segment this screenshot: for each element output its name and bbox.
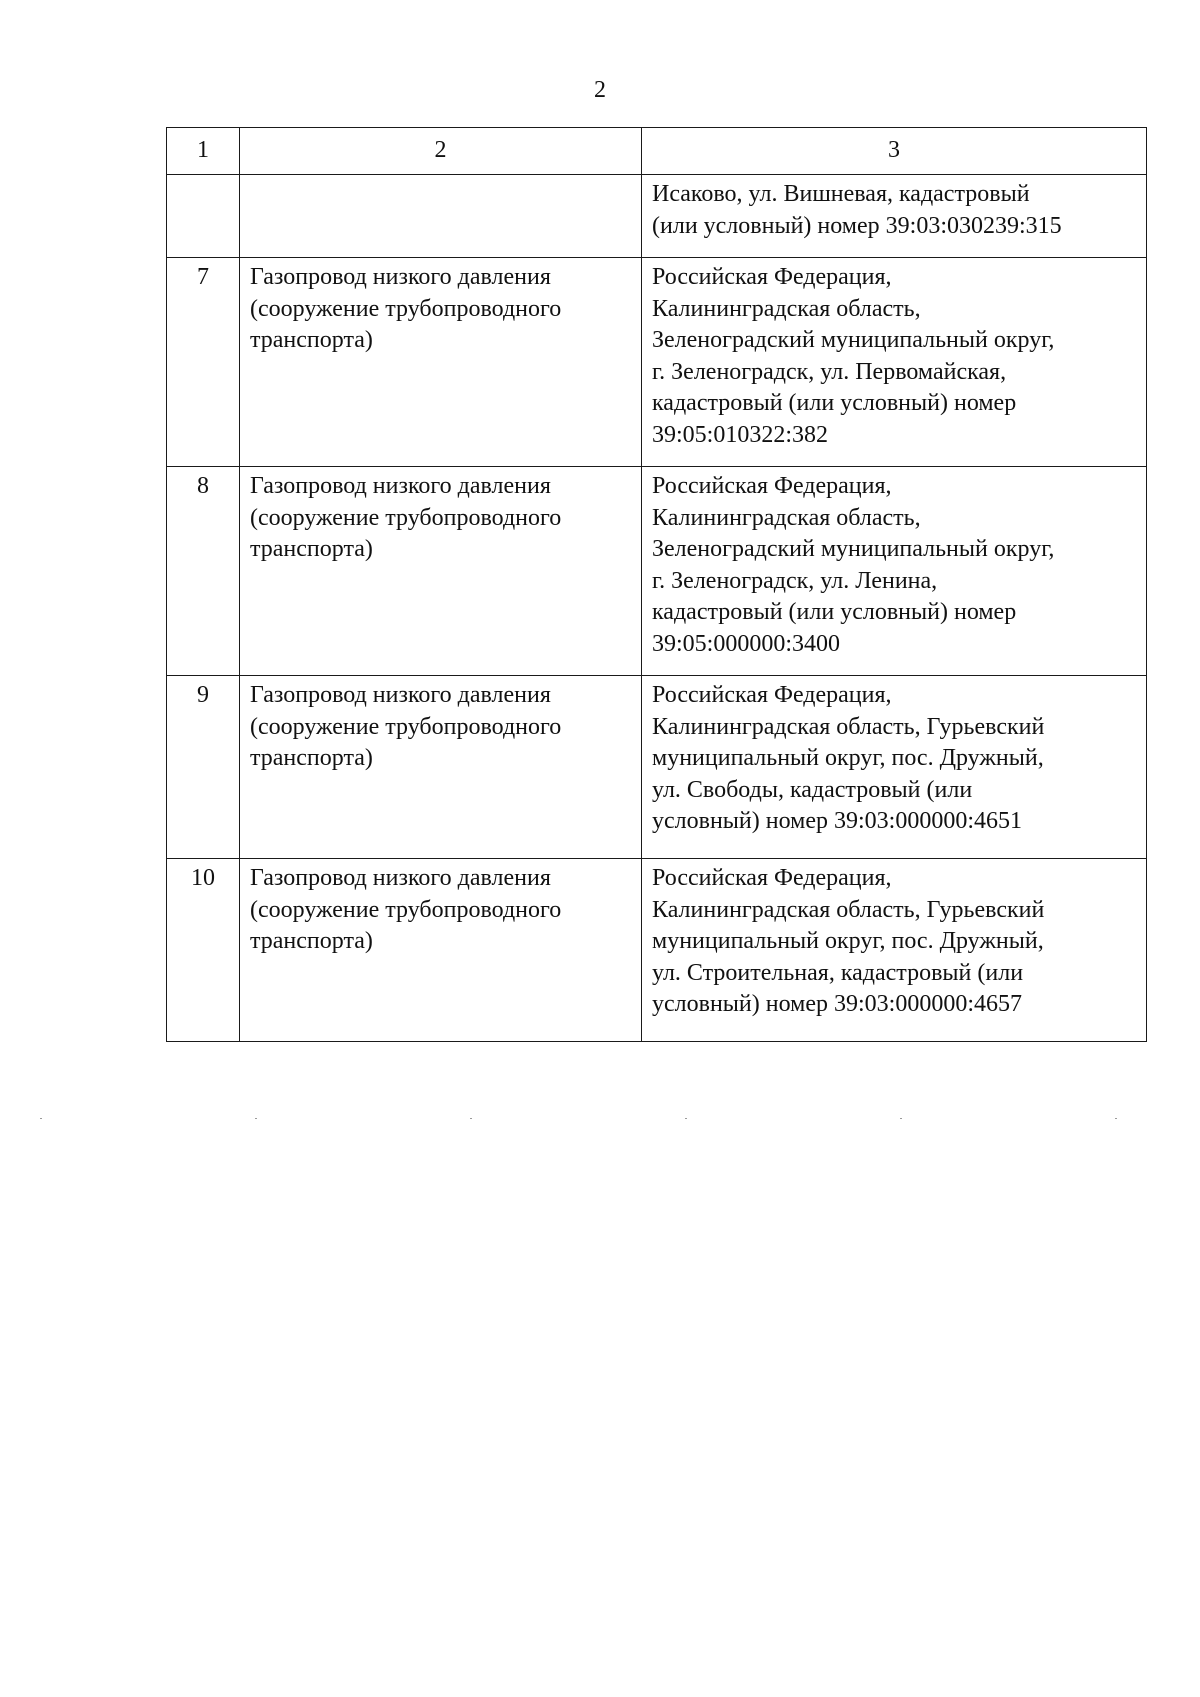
header-col-3: 3 — [642, 128, 1147, 175]
object-address: Российская Федерация, Калининградская область, Гурьевский муниципальный округ, пос. Дружный, ул. Свободы, кадастровый (или условный) номер 39:03:000000:4651 — [642, 676, 1147, 859]
table-row — [167, 258, 1147, 467]
page-number: 2 — [594, 77, 606, 103]
row-number: 10 — [167, 859, 240, 1042]
object-address: Российская Федерация, Калининградская область, Зеленоградский муниципальный округ, г. Зеленоградск, ул. Первомайская, кадастровый (или условный) номер 39:05:010322:382 — [642, 258, 1147, 467]
header-col-1: 1 — [167, 128, 240, 175]
table-body — [167, 175, 1147, 1042]
table-header — [167, 128, 1147, 175]
scan-speck — [470, 1118, 472, 1119]
scan-speck — [900, 1118, 902, 1119]
object-address: Исаково, ул. Вишневая, кадастровый (или условный) номер 39:03:030239:315 — [642, 175, 1147, 258]
row-number: 8 — [167, 467, 240, 676]
object-name: Газопровод низкого давления (сооружение трубопроводного транспорта) — [240, 859, 642, 1042]
scan-speck — [40, 1118, 42, 1119]
scan-speck — [1115, 1118, 1117, 1119]
object-address: Российская Федерация, Калининградская область, Гурьевский муниципальный округ, пос. Дружный, ул. Строительная, кадастровый (или условный) номер 39:03:000000:4657 — [642, 859, 1147, 1042]
row-number: 9 — [167, 676, 240, 859]
table-row — [167, 676, 1147, 859]
scan-speck — [255, 1118, 257, 1119]
table-row — [167, 859, 1147, 1042]
scan-speck — [685, 1118, 687, 1119]
header-col-2: 2 — [240, 128, 642, 175]
header-row — [167, 128, 1147, 175]
object-name: Газопровод низкого давления (сооружение трубопроводного транспорта) — [240, 676, 642, 859]
table-row — [167, 467, 1147, 676]
row-number — [167, 175, 240, 258]
object-name: Газопровод низкого давления (сооружение трубопроводного транспорта) — [240, 258, 642, 467]
table-row — [167, 175, 1147, 258]
object-address: Российская Федерация, Калининградская область, Зеленоградский муниципальный округ, г. Зеленоградск, ул. Ленина, кадастровый (или условный) номер 39:05:000000:3400 — [642, 467, 1147, 676]
object-name: Газопровод низкого давления (сооружение трубопроводного транспорта) — [240, 467, 642, 676]
object-name — [240, 175, 642, 258]
row-number: 7 — [167, 258, 240, 467]
registry-table — [166, 127, 1147, 1042]
